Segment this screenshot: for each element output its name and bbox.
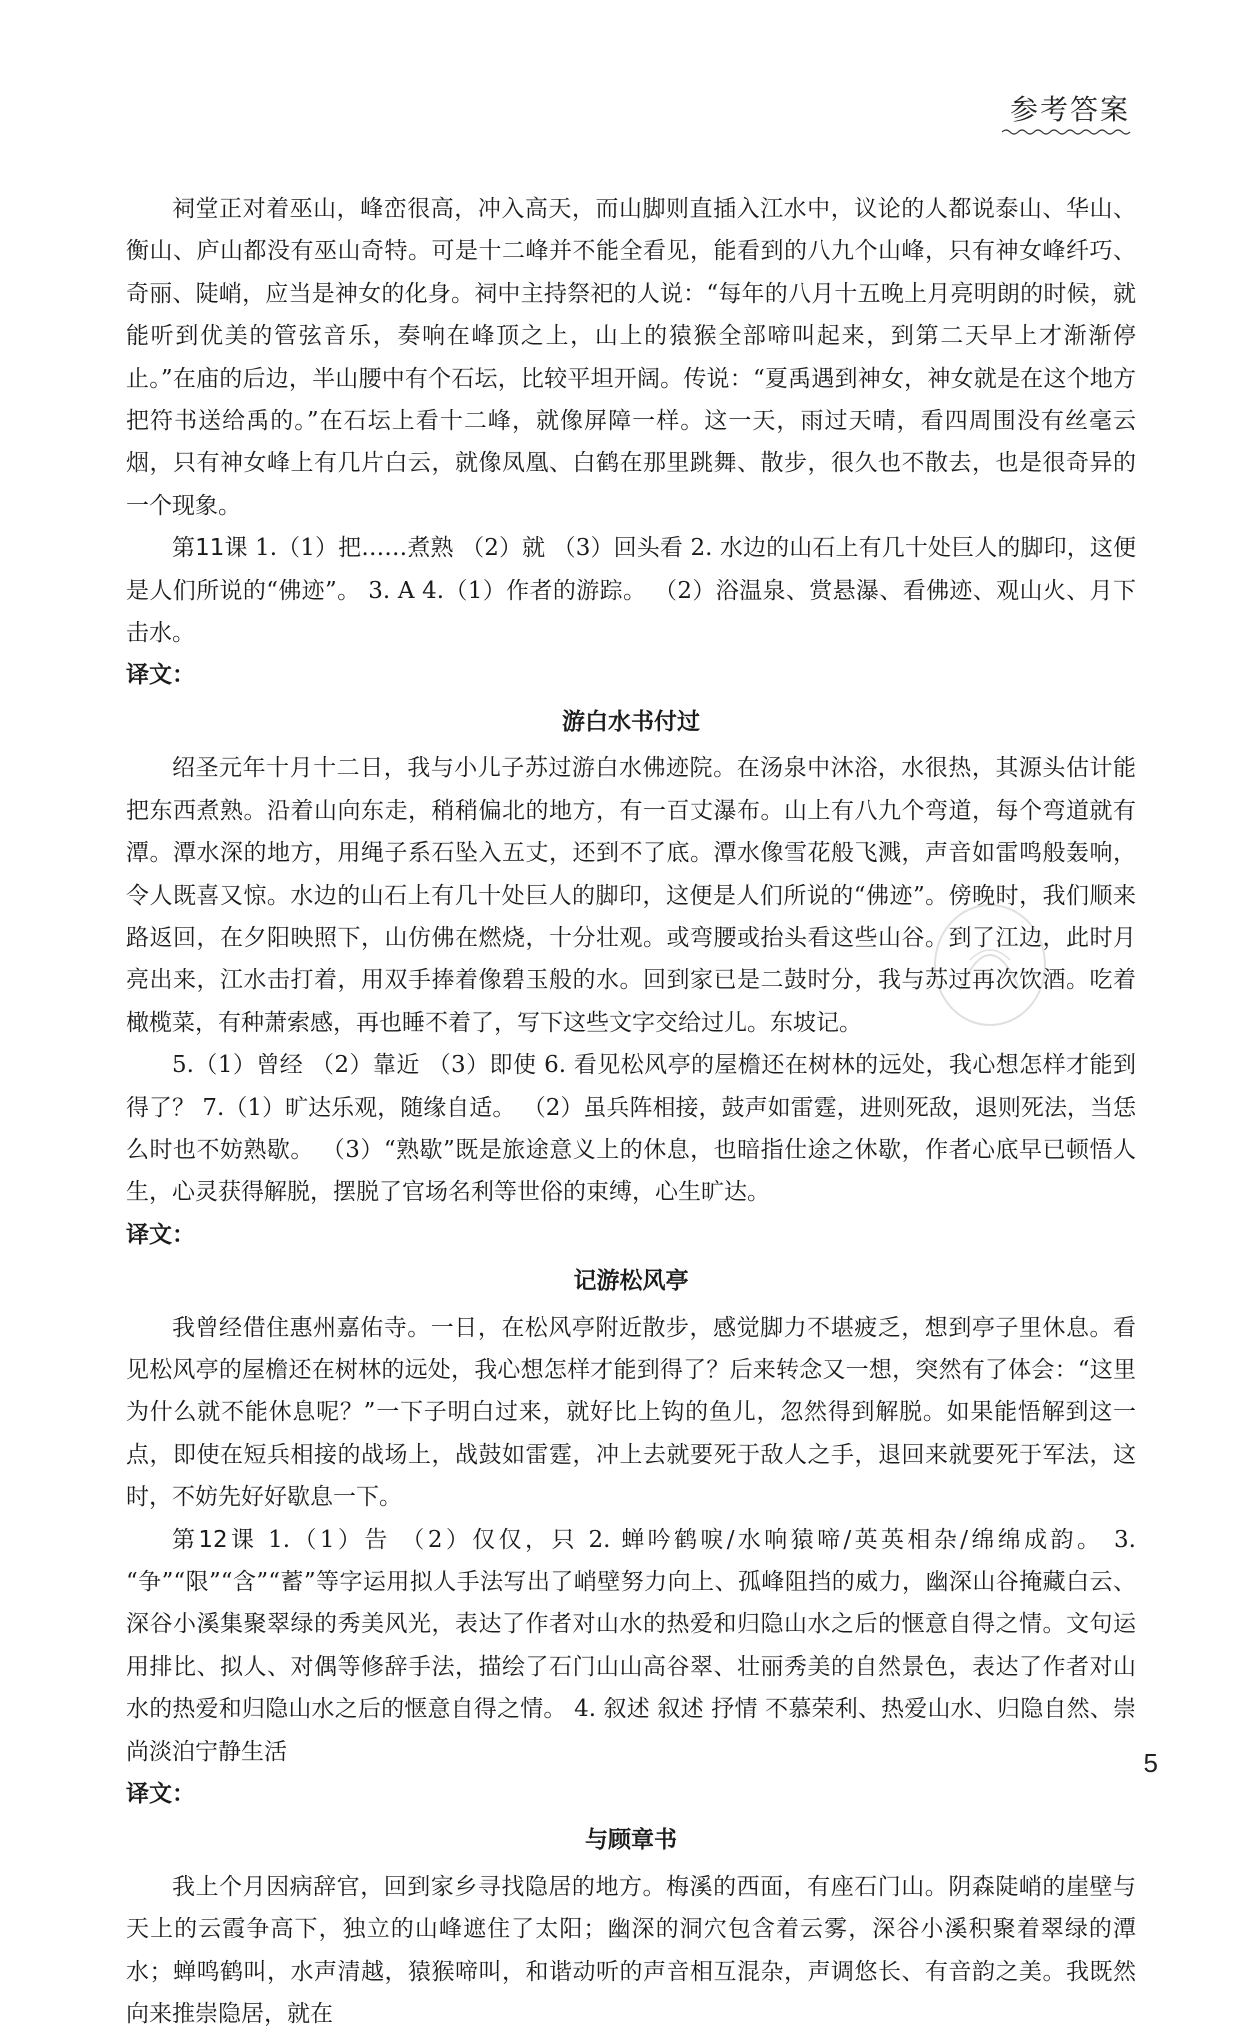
page-number: 5 [1143, 1748, 1158, 1778]
translation-paragraph: 我上个月因病辞官，回到家乡寻找隐居的地方。梅溪的西面，有座石门山。阴森陡峭的崖壁与天上的云霞争高下，独立的山峰遮住了太阳；幽深的洞穴包含着云雾，深谷小溪积聚着翠绿的潭水；蝉鸣鹤叫，水声清越，猿猴啼叫，和谐动听的声音相互混杂，声调悠长、有音韵之美。我既然向来推崇隐居，就在 [126, 1873, 1136, 2028]
answer-content [126, 188, 1136, 2035]
passage-title: 游白水书付过 [562, 708, 700, 735]
translation-paragraph: 绍圣元年十月十二日，我与小儿子苏过游白水佛迹院。在汤泉中沐浴，水很热，其源头估计能把东西煮熟。沿着山向东走，稍稍偏北的地方，有一百丈瀑布。山上有八九个弯道，每个弯道就有潭。潭水深的地方，用绳子系石坠入五丈，还到不了底。潭水像雪花般飞溅，声音如雷鸣般轰响，令人既喜又惊。水边的山石上有几十处巨人的脚印，这便是人们所说的“佛迹”。傍晚时，我们顺来路返回，在夕阳映照下，山仿佛在燃烧，十分壮观。或弯腰或抬头看这些山谷。到了江边，此时月亮出来，江水击打着，用双手捧着像碧玉般的水。回到家已是二鼓时分，我与苏过再次饮酒。吃着橄榄菜，有种萧索感，再也睡不着了，写下这些文字交给过儿。东坡记。 [126, 755, 1136, 1036]
answer-text: 1.（1）把……煮熟 （2）就 （3）回头看 2. 水边的山石上有几十处巨人的脚印，这便是人们所说的“佛迹”。 3. A 4.（1）作者的游踪。 （2）浴温泉、赏悬瀑、看佛迹、观山火、月下击水。 [126, 535, 1136, 647]
translation-heading: 译文： [126, 1781, 195, 1808]
header-label: 参考答案 [1009, 93, 1130, 126]
wavy-underline-icon [1002, 128, 1132, 136]
translation-paragraph: 祠堂正对着巫山，峰峦很高，冲入高天，而山脚则直插入江水中，议论的人都说泰山、华山、衡山、庐山都没有巫山奇特。可是十二峰并不能全看见，能看到的八九个山峰，只有神女峰纤巧、奇丽、陡峭，应当是神女的化身。祠中主持祭祀的人说：“每年的八月十五晚上月亮明朗的时候，就能听到优美的管弦音乐，奏响在峰顶之上，山上的猿猴全部啼叫起来，到第二天早上才渐渐停止。”在庙的后边，半山腰中有个石坛，比较平坦开阔。传说：“夏禹遇到神女，神女就是在这个地方把符书送给禹的。”在石坛上看十二峰，就像屏障一样。这一天，雨过天晴，看四周围没有丝毫云烟，只有神女峰上有几片白云，就像凤凰、白鹤在那里跳舞、散步，很久也不散去，也是很奇异的一个现象。 [126, 196, 1136, 519]
lesson-12-answers [126, 1519, 1136, 1773]
lesson-11-answers [126, 527, 1136, 654]
passage-title: 记游松风亭 [573, 1268, 689, 1295]
translation-heading: 译文： [126, 1221, 195, 1248]
passage-title: 与顾章书 [585, 1827, 677, 1854]
lesson-label: 第12课 [172, 1526, 258, 1553]
stamp-watermark-icon [930, 900, 1050, 1030]
translation-paragraph: 我曾经借住惠州嘉佑寺。一日，在松风亭附近散步，感觉脚力不堪疲乏，想到亭子里休息。看见松风亭的屋檐还在树林的远处，我心想怎样才能到得了？后来转念又一想，突然有了体会：“这里为什么就不能休息呢？”一下子明白过来，就好比上钩的鱼儿，忽然得到解脱。如果能悟解到这一点，即使在短兵相接的战场上，战鼓如雷霆，冲上去就要死于敌人之手，退回来就要死于军法，这时，不妨先好好歇息一下。 [126, 1314, 1136, 1511]
translation-heading: 译文： [126, 662, 195, 689]
lesson-label: 第11课 [172, 535, 248, 562]
answer-paragraph: 5.（1）曾经 （2）靠近 （3）即使 6. 看见松风亭的屋檐还在树林的远处，我心想怎样才能到得了？ 7.（1）旷达乐观，随缘自适。 （2）虽兵阵相接，鼓声如雷霆，进则死敌，退则死法，当恁么时也不妨熟歇。 （3）“熟歇”既是旅途意义上的休息，也暗指仕途之休歇，作者心底早已顿悟人生，心灵获得解脱，摆脱了官场名利等世俗的束缚，心生旷达。 [126, 1052, 1136, 1206]
answer-text: 1.（1）告 （2）仅仅，只 2. 蝉吟鹤唳/水响猿啼/英英相杂/绵绵成韵。 3. “争”“限”“含”“蓄”等字运用拟人手法写出了峭壁努力向上、孤峰阻挡的威力，幽深山谷掩藏白云、深谷小溪集聚翠绿的秀美风光，表达了作者对山水的热爱和归隐山水之后的惬意自得之情。文句运用排比、拟人、对偶等修辞手法，描绘了石门山山高谷翠、壮丽秀美的自然景色，表达了作者对山水的热爱和归隐山水之后的惬意自得之情。 4. 叙述 叙述 抒情 不慕荣利、热爱山水、归隐自然、崇尚淡泊宁静生活 [126, 1526, 1136, 1765]
